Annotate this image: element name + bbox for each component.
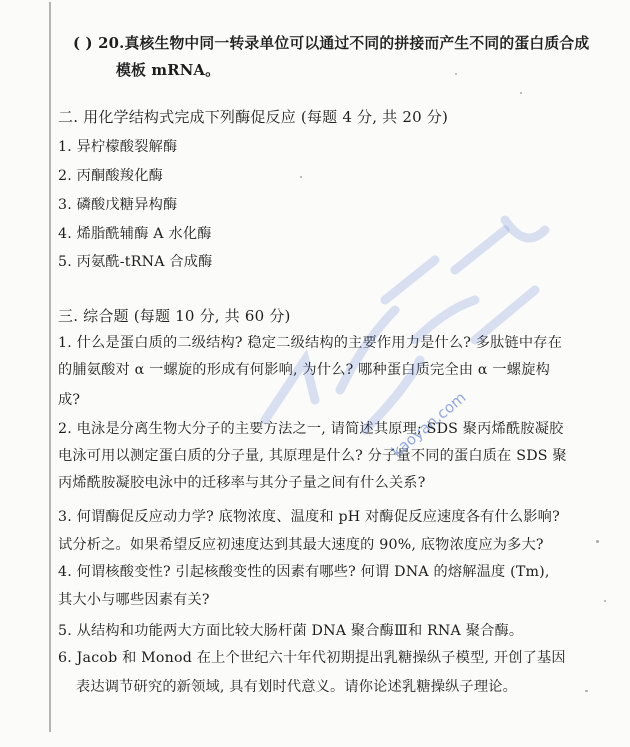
section3-line: 5. 从结构和功能两大方面比较大肠杆菌 DNA 聚合酶Ⅲ和 RNA 聚合酶。 xyxy=(58,623,524,639)
section2-item-2: 2. 丙酮酸羧化酶 xyxy=(58,168,163,184)
section3-line: 1. 什么是蛋白质的二级结构? 稳定二级结构的主要作用力是什么? 多肽链中存在 xyxy=(58,335,563,351)
section3-line: 成? xyxy=(58,392,81,408)
page-border-line xyxy=(49,2,51,732)
scan-speck xyxy=(596,540,599,543)
section3-line: 4. 何谓核酸变性? 引起核酸变性的因素有哪些? 何谓 DNA 的熔解温度 (Tm), xyxy=(58,564,550,580)
section3-line: 的脯氨酸对 α 一螺旋的形成有何影响, 为什么? 哪种蛋白质完全由 α 一螺旋构 xyxy=(58,362,550,378)
watermark-url: kaoyan.com xyxy=(388,388,470,461)
section3-line: 电泳可用以测定蛋白质的分子量, 其原理是什么? 分子量不同的蛋白质在 SDS 聚 xyxy=(58,448,567,464)
section3-line: 6. Jacob 和 Monod 在上个世纪六十年代初期提出乳糖操纵子模型, 开创了基因 xyxy=(58,650,566,666)
scan-speck xyxy=(300,176,302,178)
section3-line: 2. 电泳是分离生物大分子的主要方法之一, 请简述其原理; SDS 聚丙烯酰胺凝胶 xyxy=(58,421,564,437)
section3-line: 表达调节研究的新领域, 具有划时代意义。请你论述乳糖操纵子理论。 xyxy=(76,679,518,695)
section2-item-5: 5. 丙氨酰-tRNA 合成酶 xyxy=(58,254,213,270)
section3-line: 3. 何谓酶促反应动力学? 底物浓度、温度和 pH 对酶促反应速度各有什么影响? xyxy=(58,509,560,525)
section2-item-1: 1. 异柠檬酸裂解酶 xyxy=(58,139,178,155)
section3-line: 试分析之。如果希望反应初速度达到其最大速度的 90%, 底物浓度应为多大? xyxy=(58,537,544,553)
section3-line: 丙烯酰胺凝胶电泳中的迁移率与其分子量之间有什么关系? xyxy=(58,475,426,491)
section3-line: 其大小与哪些因素有关? xyxy=(58,592,210,608)
scan-speck xyxy=(520,92,522,94)
section2-item-3: 3. 磷酸戊糖异构酶 xyxy=(58,197,178,213)
section2-item-4: 4. 烯脂酰辅酶 A 水化酶 xyxy=(58,226,212,242)
section2-title: 二. 用化学结构式完成下列酶促反应 (每题 4 分, 共 20 分) xyxy=(58,108,449,126)
section3-title: 三. 综合题 (每题 10 分, 共 60 分) xyxy=(58,307,291,325)
scan-speck xyxy=(585,690,588,692)
scan-speck xyxy=(455,73,457,75)
scan-speck xyxy=(604,600,606,602)
q20-line-1: ( ) 20.真核生物中同一转录单位可以通过不同的拼接而产生不同的蛋白质合成 xyxy=(73,35,590,52)
watermark-logo-strokes xyxy=(245,190,585,450)
q20-line-2: 模板 mRNA。 xyxy=(116,62,221,79)
